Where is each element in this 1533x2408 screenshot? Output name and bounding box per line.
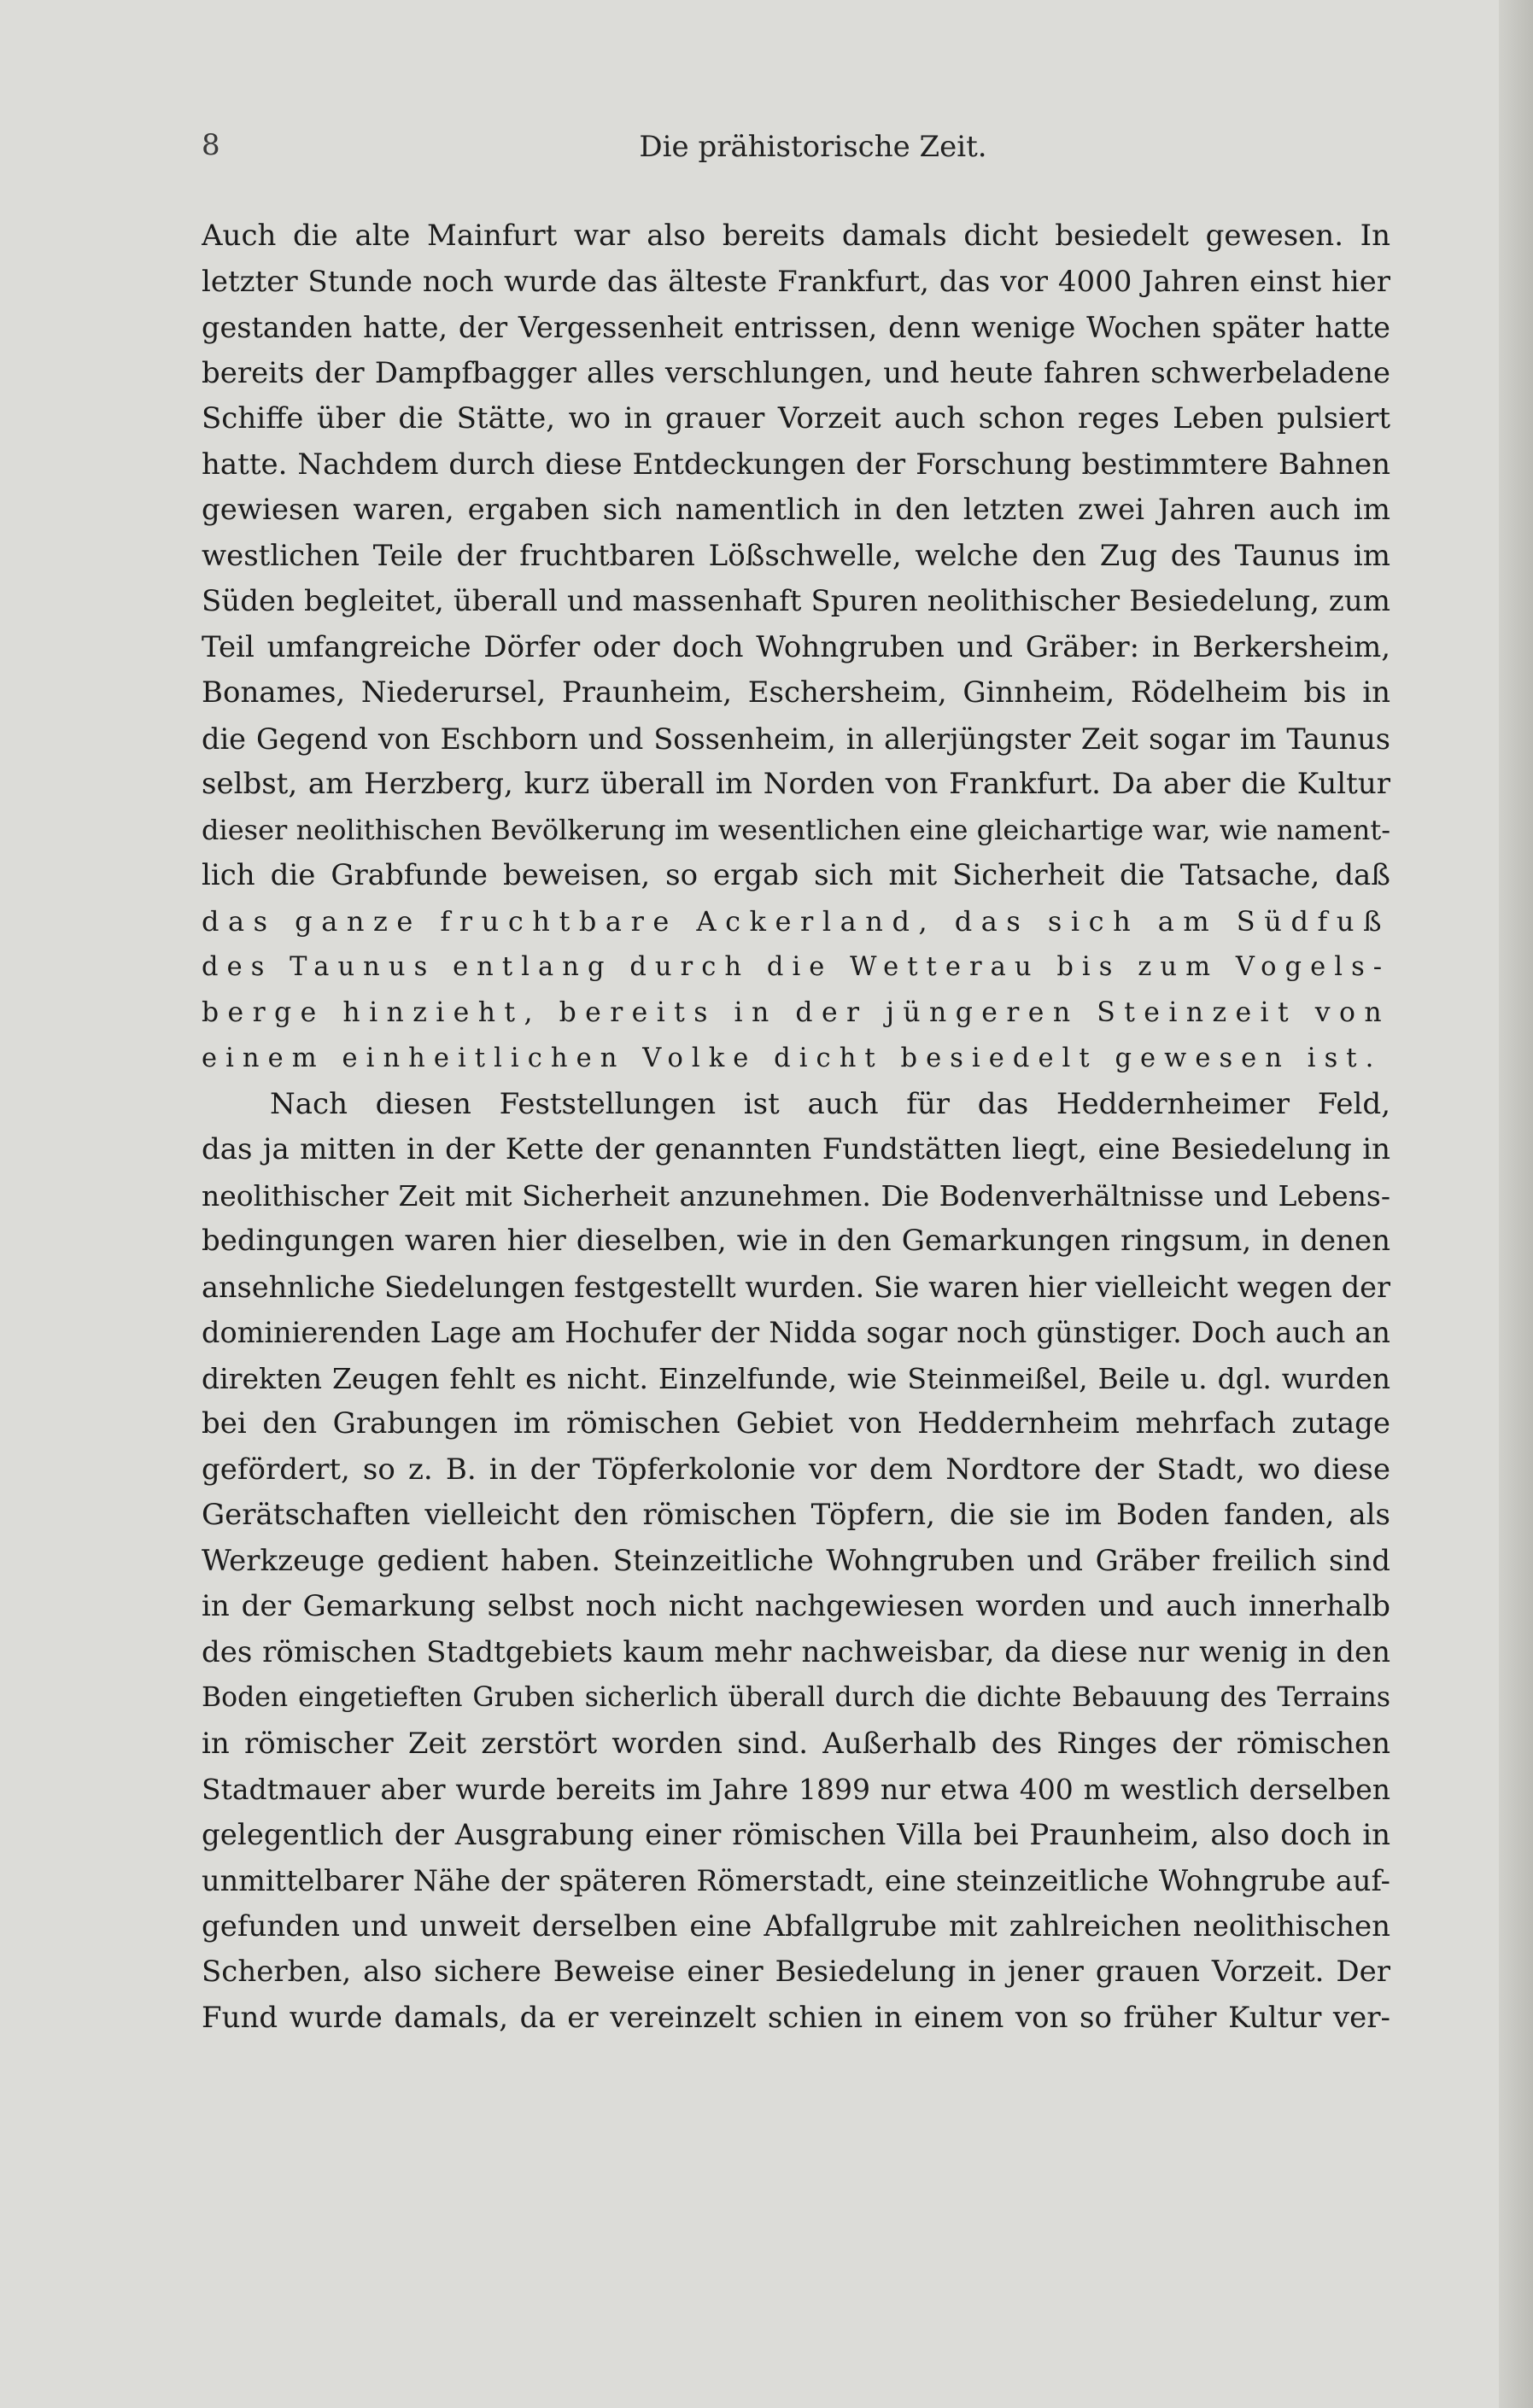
text-line: bereits der Dampfbagger alles verschlungen, und heute fahren schwerbeladene [202, 355, 1390, 390]
text-line: ansehnliche Siedelungen festgestellt wurden. Sie waren hier vielleicht wegen der [202, 1270, 1390, 1304]
running-head: Die prähistorische Zeit. [639, 130, 987, 164]
text-line: Werkzeuge gedient haben. Steinzeitliche Wohngruben und Gräber freilich sind [202, 1543, 1390, 1578]
text-line: neolithischer Zeit mit Sicherheit anzunehmen. Die Bodenverhältnisse und Lebens- [202, 1178, 1390, 1213]
text-line: westlichen Teile der fruchtbaren Lößschwelle, welche den Zug des Taunus im [202, 538, 1390, 573]
page-edge-shadow [1499, 0, 1533, 2408]
spaced-text-line: des Taunus entlang durch die Wetterau bis zum Vogels- [202, 952, 1390, 982]
body-text [202, 213, 1390, 2041]
text-line: gewiesen waren, ergaben sich namentlich in den letzten zwei Jahren auch im [202, 493, 1390, 527]
text-line: gelegentlich der Ausgrabung einer römischen Villa bei Praunheim, also doch in [202, 1817, 1390, 1852]
text-line: gefördert, so z. B. in der Töpferkolonie vor dem Nordtore der Stadt, wo diese [202, 1452, 1390, 1487]
text-line: letzter Stunde noch wurde das älteste Frankfurt, das vor 4000 Jahren einst hier [202, 264, 1390, 299]
text-line: hatte. Nachdem durch diese Entdeckungen der Forschung bestimmtere Bahnen [202, 447, 1390, 482]
paragraph-start-line: Nach diesen Feststellungen ist auch für das Heddernheimer Feld, [270, 1086, 1390, 1121]
page-header [202, 128, 1390, 179]
text-line: Auch die alte Mainfurt war also bereits damals dicht besiedelt gewesen. In [202, 219, 1390, 253]
text-line: Teil umfangreiche Dörfer oder doch Wohngruben und Gräber: in Berkersheim, [202, 629, 1390, 664]
spaced-text-line: einem einheitlichen Volke dicht besiedelt gewesen ist. [202, 1043, 1383, 1073]
text-line: Bonames, Niederursel, Praunheim, Eschersheim, Ginnheim, Rödelheim bis in [202, 675, 1390, 710]
text-line: Süden begleitet, überall und massenhaft Spuren neolithischer Besiedelung, zum [202, 584, 1390, 618]
text-line: des römischen Stadtgebiets kaum mehr nachweisbar, da diese nur wenig in den [202, 1634, 1390, 1669]
page-number: 8 [202, 128, 220, 162]
spaced-text-line: berge hinzieht, bereits in der jüngeren Steinzeit von [202, 997, 1390, 1028]
text-line: lich die Grabfunde beweisen, so ergab sich mit Sicherheit die Tatsache, daß [202, 858, 1390, 892]
text-line: Scherben, also sichere Beweise einer Besiedelung in jener grauen Vorzeit. Der [202, 1955, 1390, 1989]
text-line: Schiffe über die Stätte, wo in grauer Vorzeit auch schon reges Leben pulsiert [202, 401, 1390, 435]
text-line: Fund wurde damals, da er vereinzelt schien in einem von so früher Kultur ver- [202, 2000, 1390, 2035]
text-line: bei den Grabungen im römischen Gebiet von Heddernheim mehrfach zutage [202, 1406, 1390, 1441]
text-line: Boden eingetieften Gruben sicherlich überall durch die dichte Bebauung des Terrains [202, 1682, 1390, 1713]
text-line: bedingungen waren hier dieselben, wie in den Gemarkungen ringsum, in denen [202, 1224, 1390, 1258]
text-line: gestanden hatte, der Vergessenheit entrissen, denn wenige Wochen später hatte [202, 311, 1390, 344]
spaced-text-line: das ganze fruchtbare Ackerland, das sich am Südfuß [202, 904, 1390, 938]
text-line: in römischer Zeit zerstört worden sind. Außerhalb des Ringes der römischen [202, 1726, 1390, 1761]
text-line: Gerätschaften vielleicht den römischen Töpfern, die sie im Boden fanden, als [202, 1498, 1390, 1532]
text-line: unmittelbarer Nähe der späteren Römerstadt, eine steinzeitliche Wohngrube auf- [202, 1864, 1390, 1897]
text-line: dieser neolithischen Bevölkerung im wesentlichen eine gleichartige war, wie nament- [202, 813, 1390, 846]
text-line: das ja mitten in der Kette der genannten Fundstätten liegt, eine Besiedelung in [202, 1132, 1390, 1166]
text-line: die Gegend von Eschborn und Sossenheim, in allerjüngster Zeit sogar im Taunus [202, 722, 1390, 756]
text-line: selbst, am Herzberg, kurz überall im Norden von Frankfurt. Da aber die Kultur [202, 767, 1390, 801]
text-line: Stadtmauer aber wurde bereits im Jahre 1899 nur etwa 400 m westlich derselben [202, 1773, 1390, 1806]
text-line: in der Gemarkung selbst noch nicht nachgewiesen worden und auch innerhalb [202, 1589, 1390, 1623]
text-line: dominierenden Lage am Hochufer der Nidda sogar noch günstiger. Doch auch an [202, 1316, 1390, 1349]
text-line: gefunden und unweit derselben eine Abfallgrube mit zahlreichen neolithischen [202, 1908, 1390, 1943]
text-line: direkten Zeugen fehlt es nicht. Einzelfunde, wie Steinmeißel, Beile u. dgl. wurden [202, 1361, 1390, 1395]
